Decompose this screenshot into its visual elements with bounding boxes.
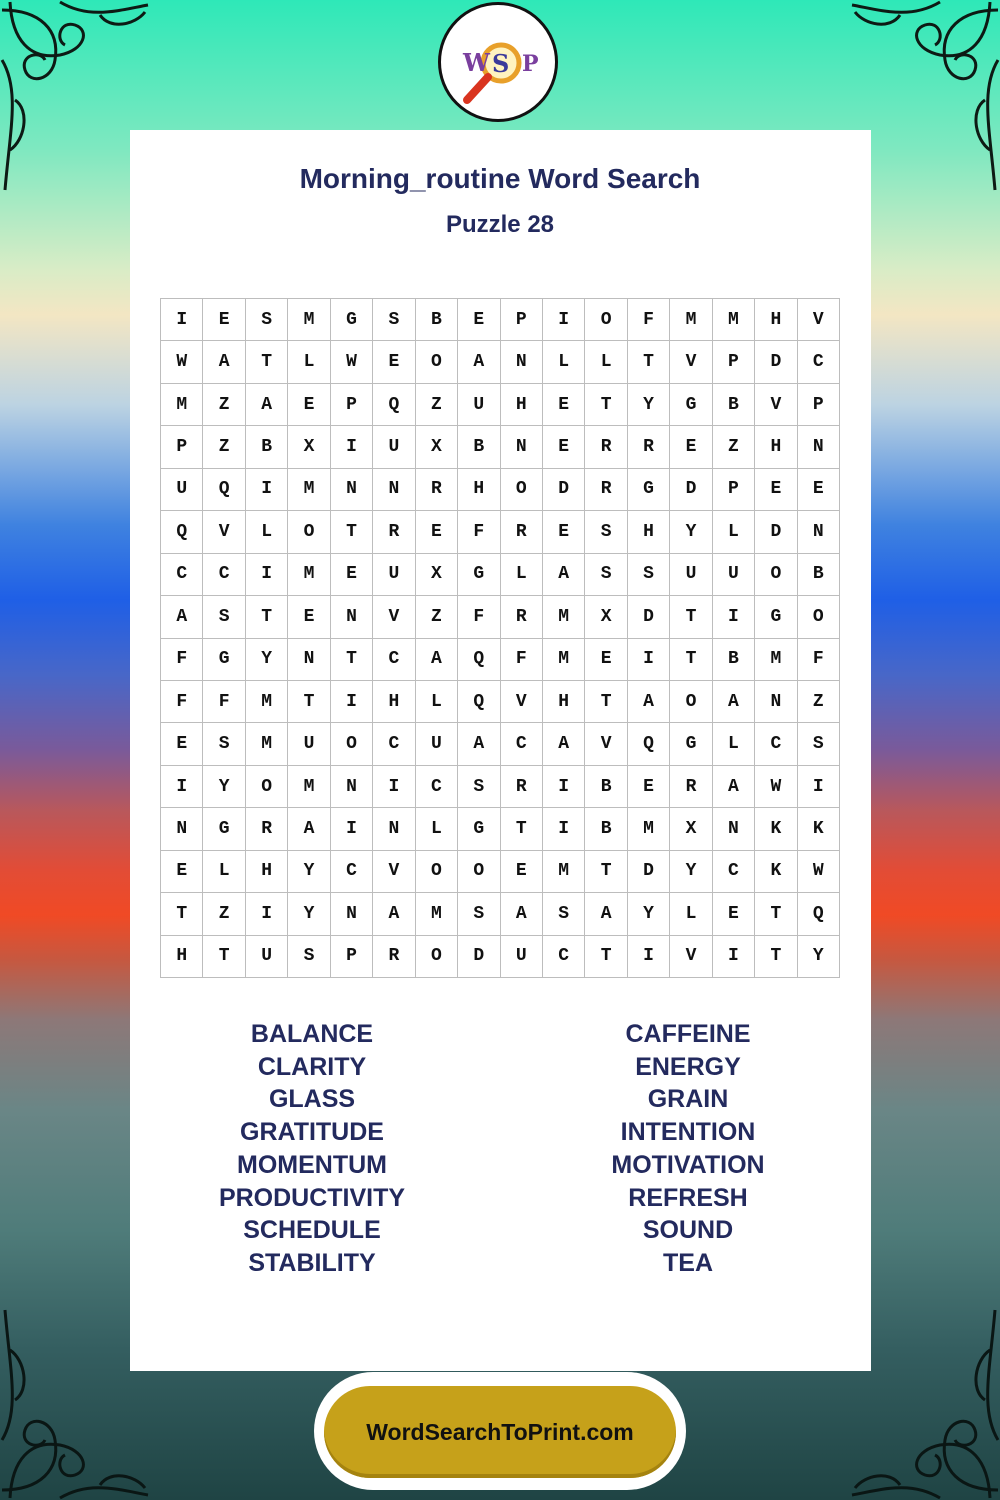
grid-cell[interactable]: D xyxy=(543,469,585,511)
grid-cell[interactable]: T xyxy=(670,596,712,638)
grid-cell[interactable]: T xyxy=(246,596,288,638)
letter-grid xyxy=(160,298,840,978)
grid-cell[interactable]: Y xyxy=(288,851,330,893)
grid-cell[interactable]: A xyxy=(416,639,458,681)
word-list-item: TEA xyxy=(663,1248,713,1277)
word-list-item: MOMENTUM xyxy=(237,1150,387,1179)
grid-cell[interactable]: N xyxy=(331,766,373,808)
grid-cell[interactable]: I xyxy=(798,766,840,808)
grid-cell[interactable]: E xyxy=(585,639,627,681)
grid-cell[interactable]: M xyxy=(670,299,712,341)
grid-cell[interactable]: E xyxy=(755,469,797,511)
grid-cell[interactable]: D xyxy=(458,936,500,978)
grid-cell[interactable]: F xyxy=(501,639,543,681)
grid-cell[interactable]: Y xyxy=(203,766,245,808)
grid-cell[interactable]: M xyxy=(713,299,755,341)
grid-cell[interactable]: X xyxy=(585,596,627,638)
grid-cell[interactable]: V xyxy=(670,341,712,383)
grid-cell[interactable]: Z xyxy=(798,681,840,723)
grid-cell[interactable]: M xyxy=(543,596,585,638)
grid-cell[interactable]: E xyxy=(501,851,543,893)
grid-cell[interactable]: G xyxy=(203,808,245,850)
grid-cell[interactable]: Y xyxy=(670,511,712,553)
grid-cell[interactable]: E xyxy=(543,511,585,553)
grid-cell[interactable]: E xyxy=(203,299,245,341)
grid-cell[interactable]: G xyxy=(331,299,373,341)
grid-cell[interactable]: O xyxy=(798,596,840,638)
grid-cell[interactable]: B xyxy=(585,808,627,850)
grid-cell[interactable]: U xyxy=(458,384,500,426)
grid-cell[interactable]: L xyxy=(585,341,627,383)
grid-cell[interactable]: E xyxy=(161,851,203,893)
grid-cell[interactable]: I xyxy=(543,766,585,808)
grid-cell[interactable]: N xyxy=(798,511,840,553)
grid-cell[interactable]: C xyxy=(501,723,543,765)
grid-cell[interactable]: A xyxy=(543,723,585,765)
grid-cell[interactable]: P xyxy=(798,384,840,426)
grid-cell[interactable]: C xyxy=(161,554,203,596)
grid-cell[interactable]: A xyxy=(543,554,585,596)
grid-cell[interactable]: V xyxy=(585,723,627,765)
grid-cell[interactable]: K xyxy=(755,808,797,850)
grid-cell[interactable]: R xyxy=(501,596,543,638)
grid-cell[interactable]: A xyxy=(246,384,288,426)
grid-cell[interactable]: F xyxy=(203,681,245,723)
word-list-item: CAFFEINE xyxy=(625,1020,751,1048)
grid-cell[interactable]: V xyxy=(203,511,245,553)
grid-cell[interactable]: T xyxy=(585,681,627,723)
grid-cell[interactable]: V xyxy=(755,384,797,426)
grid-cell[interactable]: G xyxy=(458,808,500,850)
grid-cell[interactable]: R xyxy=(585,469,627,511)
grid-cell[interactable]: N xyxy=(798,426,840,468)
grid-cell[interactable]: V xyxy=(798,299,840,341)
grid-cell[interactable]: S xyxy=(798,723,840,765)
grid-cell[interactable]: L xyxy=(713,511,755,553)
grid-cell[interactable]: R xyxy=(585,426,627,468)
grid-cell[interactable]: N xyxy=(331,469,373,511)
grid-cell[interactable]: F xyxy=(628,299,670,341)
grid-cell[interactable]: B xyxy=(416,299,458,341)
grid-cell[interactable]: A xyxy=(373,893,415,935)
grid-cell[interactable]: A xyxy=(288,808,330,850)
grid-cell[interactable]: O xyxy=(670,681,712,723)
grid-cell[interactable]: I xyxy=(628,936,670,978)
word-list-item: STABILITY xyxy=(248,1248,376,1277)
grid-cell[interactable]: L xyxy=(713,723,755,765)
grid-cell[interactable]: I xyxy=(713,936,755,978)
word-list-item: MOTIVATION xyxy=(611,1150,765,1179)
grid-cell[interactable]: G xyxy=(628,469,670,511)
grid-cell[interactable]: H xyxy=(246,851,288,893)
word-list-item: GRATITUDE xyxy=(240,1118,384,1147)
grid-cell[interactable]: V xyxy=(501,681,543,723)
grid-cell[interactable]: E xyxy=(670,426,712,468)
grid-cell[interactable]: R xyxy=(246,808,288,850)
grid-cell[interactable]: S xyxy=(585,554,627,596)
word-list-item: SOUND xyxy=(642,1216,734,1245)
grid-cell[interactable]: Q xyxy=(798,893,840,935)
grid-cell[interactable]: T xyxy=(755,936,797,978)
grid-cell[interactable]: I xyxy=(543,808,585,850)
grid-cell[interactable]: Y xyxy=(798,936,840,978)
grid-cell[interactable]: H xyxy=(628,511,670,553)
grid-cell[interactable]: K xyxy=(798,808,840,850)
word-list-item: PRODUCTIVITY xyxy=(218,1183,406,1212)
grid-cell[interactable]: I xyxy=(246,469,288,511)
grid-cell[interactable]: G xyxy=(670,384,712,426)
grid-cell[interactable]: F xyxy=(161,681,203,723)
grid-cell[interactable]: T xyxy=(501,808,543,850)
grid-cell[interactable]: R xyxy=(501,511,543,553)
grid-cell[interactable]: E xyxy=(628,766,670,808)
grid-cell[interactable]: O xyxy=(416,341,458,383)
grid-cell[interactable]: N xyxy=(501,341,543,383)
grid-cell[interactable]: R xyxy=(670,766,712,808)
grid-cell[interactable]: E xyxy=(543,384,585,426)
corner-ornament-bottom-left xyxy=(0,1300,150,1500)
grid-cell[interactable]: P xyxy=(161,426,203,468)
logo-letter-s: S xyxy=(492,49,510,78)
word-list-item: REFRESH xyxy=(628,1183,748,1212)
grid-cell[interactable]: O xyxy=(288,511,330,553)
grid-cell[interactable]: E xyxy=(798,469,840,511)
grid-cell[interactable]: S xyxy=(373,299,415,341)
grid-cell[interactable]: O xyxy=(458,851,500,893)
grid-cell[interactable]: A xyxy=(713,766,755,808)
grid-cell[interactable]: V xyxy=(373,851,415,893)
grid-cell[interactable]: N xyxy=(331,596,373,638)
grid-cell[interactable]: G xyxy=(203,639,245,681)
grid-cell[interactable]: W xyxy=(161,341,203,383)
grid-cell[interactable]: Y xyxy=(246,639,288,681)
grid-cell[interactable]: M xyxy=(543,851,585,893)
grid-cell[interactable]: M xyxy=(288,299,330,341)
grid-cell[interactable]: T xyxy=(203,936,245,978)
grid-cell[interactable]: Q xyxy=(458,681,500,723)
grid-cell[interactable]: G xyxy=(670,723,712,765)
grid-cell[interactable]: I xyxy=(161,299,203,341)
grid-cell[interactable]: E xyxy=(543,426,585,468)
grid-cell[interactable]: P xyxy=(331,384,373,426)
grid-cell[interactable]: C xyxy=(713,851,755,893)
grid-cell[interactable]: T xyxy=(585,851,627,893)
grid-cell[interactable]: Z xyxy=(713,426,755,468)
grid-cell[interactable]: I xyxy=(713,596,755,638)
grid-cell[interactable]: M xyxy=(246,723,288,765)
grid-cell[interactable]: O xyxy=(416,851,458,893)
grid-cell[interactable]: A xyxy=(458,723,500,765)
grid-cell[interactable]: V xyxy=(670,936,712,978)
grid-cell[interactable]: I xyxy=(373,766,415,808)
grid-cell[interactable]: A xyxy=(501,893,543,935)
grid-cell[interactable]: H xyxy=(373,681,415,723)
grid-cell[interactable]: D xyxy=(755,511,797,553)
grid-cell[interactable]: N xyxy=(288,639,330,681)
grid-cell[interactable]: U xyxy=(161,469,203,511)
grid-cell[interactable]: U xyxy=(373,554,415,596)
grid-cell[interactable]: E xyxy=(458,299,500,341)
grid-cell[interactable]: T xyxy=(331,511,373,553)
grid-cell[interactable]: X xyxy=(670,808,712,850)
grid-cell[interactable]: T xyxy=(246,341,288,383)
grid-cell[interactable]: B xyxy=(713,384,755,426)
grid-cell[interactable]: R xyxy=(373,936,415,978)
grid-cell[interactable]: Y xyxy=(628,893,670,935)
grid-cell[interactable]: N xyxy=(501,426,543,468)
grid-cell[interactable]: F xyxy=(161,639,203,681)
grid-cell[interactable]: U xyxy=(288,723,330,765)
word-list-left xyxy=(152,1018,472,1280)
grid-cell[interactable]: I xyxy=(331,426,373,468)
grid-cell[interactable]: T xyxy=(288,681,330,723)
grid-cell[interactable]: D xyxy=(670,469,712,511)
grid-cell[interactable]: R xyxy=(628,426,670,468)
grid-cell[interactable]: M xyxy=(288,469,330,511)
grid-cell[interactable]: G xyxy=(755,596,797,638)
grid-cell[interactable]: X xyxy=(416,426,458,468)
grid-cell[interactable]: B xyxy=(713,639,755,681)
grid-cell[interactable]: Y xyxy=(670,851,712,893)
grid-cell[interactable]: R xyxy=(416,469,458,511)
grid-cell[interactable]: M xyxy=(161,384,203,426)
grid-cell[interactable]: A xyxy=(458,341,500,383)
grid-cell[interactable]: P xyxy=(713,469,755,511)
grid-cell[interactable]: H xyxy=(161,936,203,978)
grid-cell[interactable]: X xyxy=(416,554,458,596)
word-list-item: BALANCE xyxy=(250,1020,374,1048)
grid-cell[interactable]: L xyxy=(501,554,543,596)
grid-cell[interactable]: G xyxy=(458,554,500,596)
grid-cell[interactable]: B xyxy=(798,554,840,596)
grid-cell[interactable]: M xyxy=(288,766,330,808)
grid-cell[interactable]: M xyxy=(755,639,797,681)
grid-cell[interactable]: O xyxy=(585,299,627,341)
grid-cell[interactable]: D xyxy=(755,341,797,383)
grid-cell[interactable]: I xyxy=(628,639,670,681)
grid-cell[interactable]: T xyxy=(628,341,670,383)
grid-cell[interactable]: I xyxy=(331,808,373,850)
logo-letter-p: P xyxy=(522,51,539,77)
magnifier-icon xyxy=(441,5,555,119)
site-link[interactable]: WordSearchToPrint.com xyxy=(324,1386,676,1478)
grid-cell[interactable]: C xyxy=(373,723,415,765)
grid-cell[interactable]: W xyxy=(331,341,373,383)
grid-cell[interactable]: Z xyxy=(416,384,458,426)
grid-cell[interactable]: H xyxy=(458,469,500,511)
grid-cell[interactable]: T xyxy=(755,893,797,935)
grid-cell[interactable]: B xyxy=(458,426,500,468)
puzzle-number: Puzzle 28 xyxy=(445,211,555,238)
grid-cell[interactable]: N xyxy=(373,469,415,511)
grid-cell[interactable]: E xyxy=(416,511,458,553)
grid-cell[interactable]: Z xyxy=(203,384,245,426)
grid-cell[interactable]: Q xyxy=(628,723,670,765)
grid-cell[interactable]: C xyxy=(543,936,585,978)
grid-cell[interactable]: U xyxy=(246,936,288,978)
grid-cell[interactable]: C xyxy=(755,723,797,765)
grid-cell[interactable]: Y xyxy=(628,384,670,426)
grid-cell[interactable]: S xyxy=(203,723,245,765)
grid-cell[interactable]: S xyxy=(246,299,288,341)
grid-cell[interactable]: L xyxy=(416,808,458,850)
grid-cell[interactable]: O xyxy=(246,766,288,808)
grid-cell[interactable]: W xyxy=(798,851,840,893)
wsp-logo xyxy=(438,2,558,122)
grid-cell[interactable]: K xyxy=(755,851,797,893)
grid-cell[interactable]: P xyxy=(501,299,543,341)
grid-cell[interactable]: M xyxy=(543,639,585,681)
grid-cell[interactable]: R xyxy=(373,511,415,553)
grid-cell[interactable]: S xyxy=(585,511,627,553)
grid-cell[interactable]: A xyxy=(203,341,245,383)
grid-cell[interactable]: V xyxy=(373,596,415,638)
grid-cell[interactable]: F xyxy=(798,639,840,681)
grid-cell[interactable]: T xyxy=(585,384,627,426)
grid-cell[interactable]: I xyxy=(543,299,585,341)
grid-cell[interactable]: L xyxy=(543,341,585,383)
grid-cell[interactable]: N xyxy=(373,808,415,850)
grid-cell[interactable]: A xyxy=(585,893,627,935)
grid-cell[interactable]: Q xyxy=(203,469,245,511)
grid-cell[interactable]: S xyxy=(203,596,245,638)
grid-cell[interactable]: S xyxy=(458,766,500,808)
grid-cell[interactable]: N xyxy=(755,681,797,723)
grid-cell[interactable]: U xyxy=(670,554,712,596)
grid-cell[interactable]: F xyxy=(458,511,500,553)
grid-cell[interactable]: F xyxy=(458,596,500,638)
grid-cell[interactable]: E xyxy=(288,384,330,426)
grid-cell[interactable]: I xyxy=(246,554,288,596)
grid-cell[interactable]: S xyxy=(288,936,330,978)
grid-cell[interactable]: N xyxy=(161,808,203,850)
grid-cell[interactable]: T xyxy=(331,639,373,681)
grid-cell[interactable]: P xyxy=(713,341,755,383)
grid-cell[interactable]: H xyxy=(755,299,797,341)
grid-cell[interactable]: S xyxy=(628,554,670,596)
grid-cell[interactable]: T xyxy=(670,639,712,681)
grid-cell[interactable]: L xyxy=(670,893,712,935)
grid-cell[interactable]: H xyxy=(501,384,543,426)
grid-cell[interactable]: M xyxy=(416,893,458,935)
grid-cell[interactable]: D xyxy=(628,596,670,638)
grid-cell[interactable]: C xyxy=(416,766,458,808)
logo-letter-w: W xyxy=(463,48,490,77)
grid-cell[interactable]: I xyxy=(246,893,288,935)
grid-cell[interactable]: Q xyxy=(161,511,203,553)
grid-cell[interactable]: T xyxy=(585,936,627,978)
grid-cell[interactable]: I xyxy=(161,766,203,808)
grid-cell[interactable]: X xyxy=(288,426,330,468)
grid-cell[interactable]: C xyxy=(798,341,840,383)
grid-cell[interactable]: U xyxy=(713,554,755,596)
grid-cell[interactable]: O xyxy=(416,936,458,978)
word-list-right xyxy=(528,1018,848,1280)
grid-cell[interactable]: E xyxy=(373,341,415,383)
grid-cell[interactable]: A xyxy=(713,681,755,723)
grid-cell[interactable]: Z xyxy=(203,893,245,935)
grid-cell[interactable]: Y xyxy=(288,893,330,935)
grid-cell[interactable]: S xyxy=(458,893,500,935)
grid-cell[interactable]: L xyxy=(246,511,288,553)
word-list-item: GRAIN xyxy=(647,1085,729,1114)
grid-cell[interactable]: P xyxy=(331,936,373,978)
grid-cell[interactable]: L xyxy=(203,851,245,893)
grid-cell[interactable]: T xyxy=(161,893,203,935)
grid-cell[interactable]: O xyxy=(501,469,543,511)
grid-cell[interactable]: C xyxy=(373,639,415,681)
grid-cell[interactable]: L xyxy=(416,681,458,723)
grid-cell[interactable]: M xyxy=(628,808,670,850)
grid-cell[interactable]: H xyxy=(755,426,797,468)
grid-cell[interactable]: E xyxy=(161,723,203,765)
word-list-item: SCHEDULE xyxy=(243,1216,381,1245)
grid-cell[interactable]: U xyxy=(501,936,543,978)
grid-cell[interactable]: O xyxy=(755,554,797,596)
grid-cell[interactable]: W xyxy=(755,766,797,808)
grid-cell[interactable]: D xyxy=(628,851,670,893)
grid-cell[interactable]: I xyxy=(331,681,373,723)
grid-cell[interactable]: U xyxy=(373,426,415,468)
grid-cell[interactable]: M xyxy=(288,554,330,596)
grid-cell[interactable]: E xyxy=(331,554,373,596)
grid-cell[interactable]: Q xyxy=(458,639,500,681)
grid-cell[interactable]: C xyxy=(331,851,373,893)
word-list-item: INTENTION xyxy=(620,1118,756,1147)
grid-cell[interactable]: O xyxy=(331,723,373,765)
grid-cell[interactable]: Z xyxy=(203,426,245,468)
grid-cell[interactable]: A xyxy=(161,596,203,638)
grid-cell[interactable]: Z xyxy=(416,596,458,638)
grid-cell[interactable]: H xyxy=(543,681,585,723)
grid-cell[interactable]: B xyxy=(246,426,288,468)
word-list-item: CLARITY xyxy=(257,1052,367,1081)
grid-cell[interactable]: R xyxy=(501,766,543,808)
grid-cell[interactable]: U xyxy=(416,723,458,765)
corner-ornament-bottom-right xyxy=(850,1300,1000,1500)
grid-cell[interactable]: C xyxy=(203,554,245,596)
grid-cell[interactable]: E xyxy=(288,596,330,638)
grid-cell[interactable]: Q xyxy=(373,384,415,426)
grid-cell[interactable]: L xyxy=(288,341,330,383)
grid-cell[interactable]: E xyxy=(713,893,755,935)
puzzle-title: Morning_routine Word Search xyxy=(299,163,701,194)
grid-cell[interactable]: N xyxy=(331,893,373,935)
footer-badge xyxy=(314,1372,686,1490)
grid-cell[interactable]: A xyxy=(628,681,670,723)
grid-cell[interactable]: B xyxy=(585,766,627,808)
grid-cell[interactable]: N xyxy=(713,808,755,850)
word-list-item: ENERGY xyxy=(635,1052,741,1081)
word-list-item: GLASS xyxy=(268,1085,356,1114)
grid-cell[interactable]: S xyxy=(543,893,585,935)
grid-cell[interactable]: M xyxy=(246,681,288,723)
